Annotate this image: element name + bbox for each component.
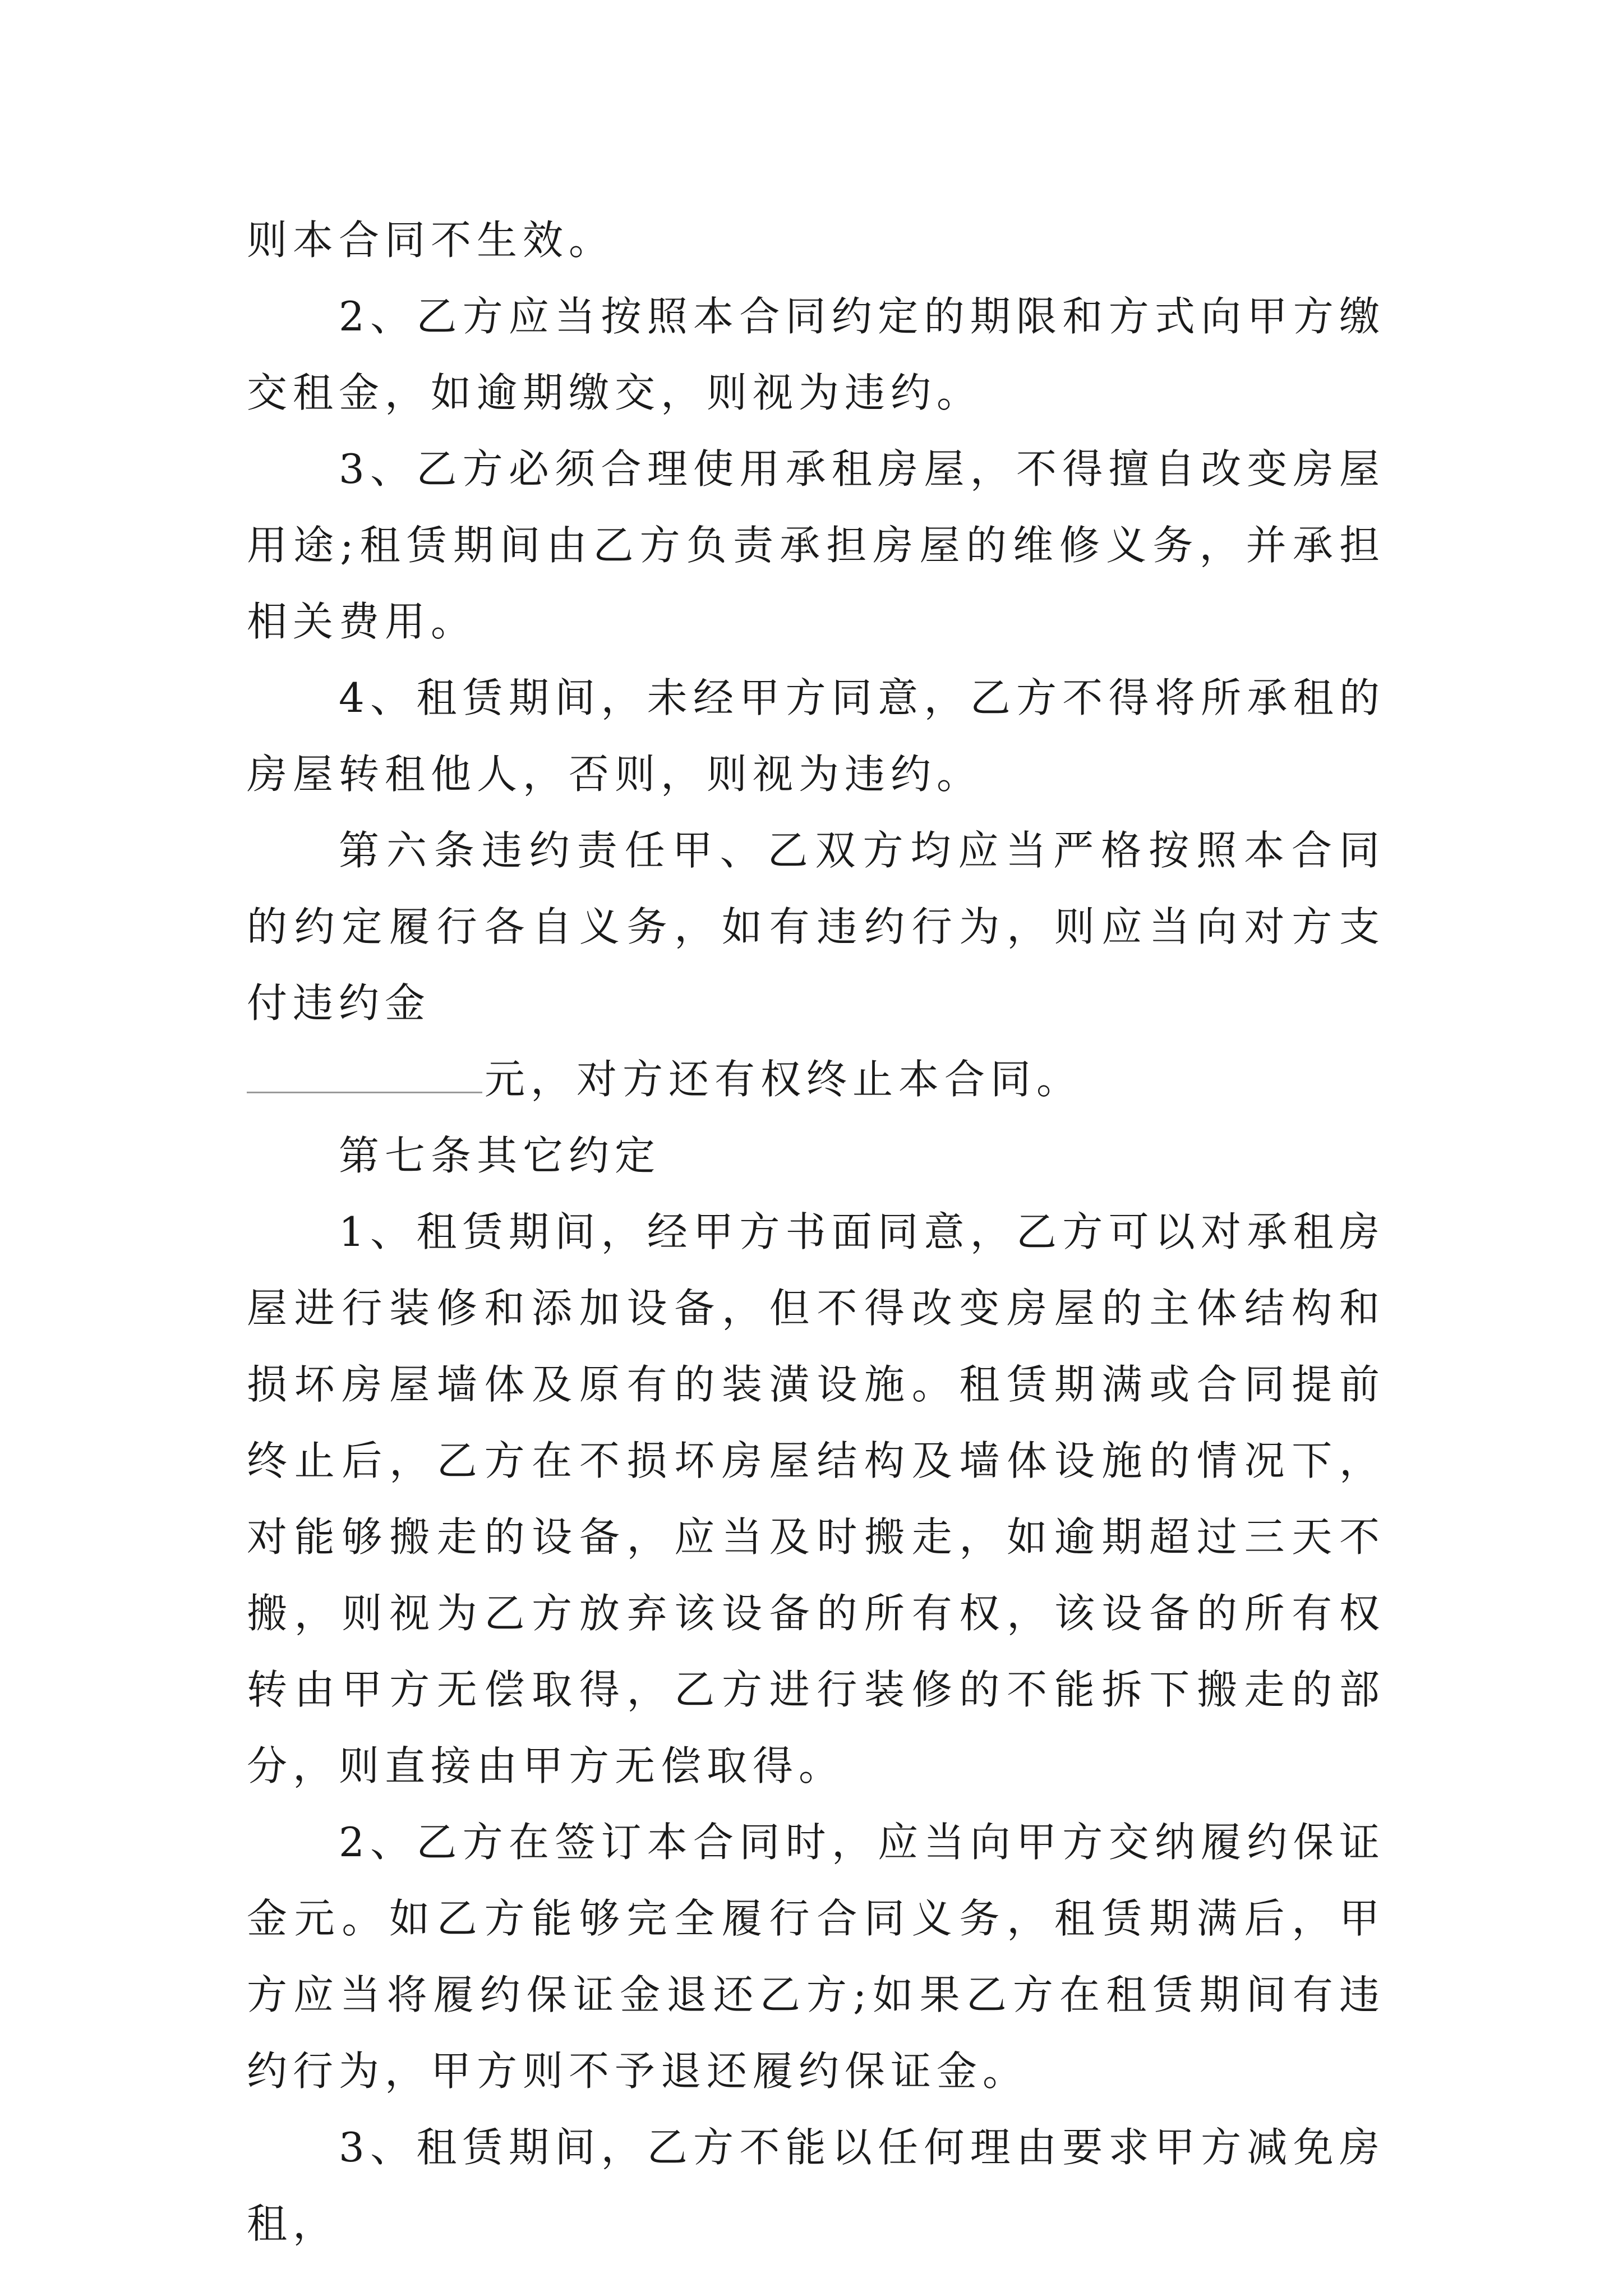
paragraph-article-7-clause-3-rent-reduction: 3、租赁期间，乙方不能以任何理由要求甲方减免房租， <box>247 2124 1385 2247</box>
paragraph-contract-invalid: 则本合同不生效。 <box>247 217 615 264</box>
paragraph-article-6-penalty-amount <box>247 1041 1385 1117</box>
paragraph-article-7-clause-2-deposit: 2、乙方在签订本合同时，应当向甲方交纳履约保证金元。如乙方能够完全履行合同义务，租赁期满后，甲方应当将履约保证金退还乙方;如果乙方在租赁期间有违约行为，甲方则不予退还履约保证金。 <box>247 1819 1385 2095</box>
paragraph-clause-2-rent-payment: 2、乙方应当按照本合同约定的期限和方式向甲方缴交租金，如逾期缴交，则视为违约。 <box>247 293 1385 416</box>
paragraph-clause-3-proper-use: 3、乙方必须合理使用承租房屋，不得擅自改变房屋用途;租赁期间由乙方负责承担房屋的维修义务，并承担相关费用。 <box>247 445 1385 645</box>
paragraph-article-7-clause-1-renovation: 1、租赁期间，经甲方书面同意，乙方可以对承租房屋进行装修和添加设备，但不得改变房屋的主体结构和损坏房屋墙体及原有的装潢设施。租赁期满或合同提前终止后，乙方在不损坏房屋结构及墙体设施的情况下，对能够搬走的设备，应当及时搬走，如逾期超过三天不搬，则视为乙方放弃该设备的所有权，该设备的所有权转由甲方无偿取得，乙方进行装修的不能拆下搬走的部分，则直接由甲方无偿取得。 <box>247 1208 1385 1789</box>
paragraph-article-7-heading: 第七条其它约定 <box>339 1132 661 1179</box>
penalty-amount-blank <box>247 1058 482 1093</box>
paragraph-clause-4-no-sublease: 4、租赁期间，未经甲方同意，乙方不得将所承租的房屋转租他人，否则，则视为违约。 <box>247 674 1385 798</box>
paragraph-article-6-liability: 第六条违约责任甲、乙双方均应当严格按照本合同的约定履行各自义务，如有违约行为，则应当向对方支付违约金 <box>247 827 1385 1027</box>
document-body <box>247 202 1385 2262</box>
paragraph-article-6-penalty-text: 元，对方还有权终止本合同。 <box>485 1056 1083 1103</box>
